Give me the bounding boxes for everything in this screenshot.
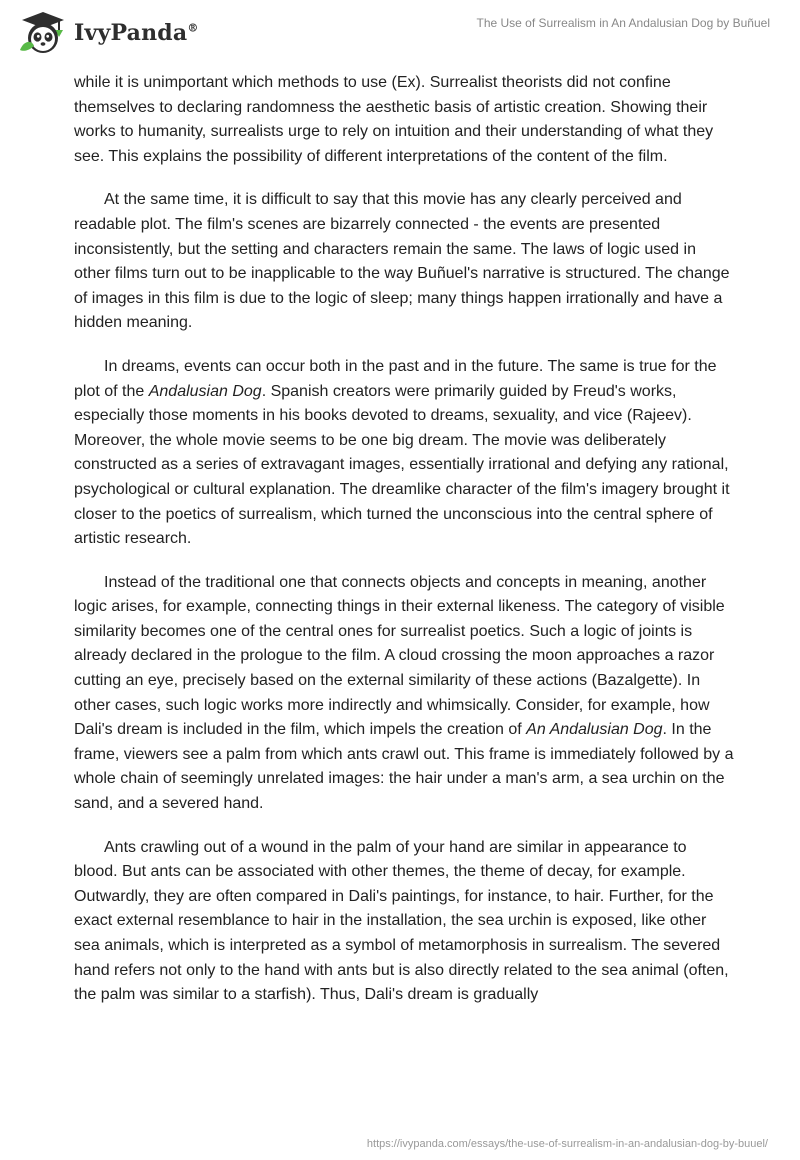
brand-name: IvyPanda® (74, 20, 199, 46)
essay-paragraph (74, 571, 734, 817)
paragraph-text: In dreams, events can occur both in the past and in the future. The same is true for the plot of the (74, 357, 717, 400)
essay-paragraph (74, 355, 734, 552)
essay-paragraph (74, 836, 734, 1008)
page-header (0, 0, 800, 70)
film-title-italic: Andalusian Dog (148, 382, 262, 400)
paragraph-text: . Spanish creators were primarily guided by Freud's works, especially those moments in his books devoted to dreams, sexuality, and vice (Rajeev). Moreover, the whole movie seems to be one big dream. The movie was deliberately constructed as a series of extravagant images, essentially irrational and defying any rational, psychological or cultural explanation. The dreamlike character of the film's imagery brought it closer to the poetics of surrealism, which turned the unconscious into the central sphere of artistic research. (74, 382, 730, 548)
paragraph-text: while it is unimportant which methods to use (Ex). Surrealist theorists did not confine themselves to declaring randomness the aesthetic basis of artistic creation. Showing their works to humanity, surrealists urge to rely on intuition and their understanding of what they see. This explains the possibility of different interpretations of the content of the film. (74, 74, 714, 165)
ivypanda-logo[interactable] (18, 10, 199, 56)
essay-paragraph (74, 188, 734, 336)
essay-paragraph (74, 71, 734, 169)
document-title: The Use of Surrealism in An Andalusian Dog by Buñuel (476, 16, 770, 30)
essay-body (74, 71, 734, 1027)
source-url[interactable]: https://ivypanda.com/essays/the-use-of-surrealism-in-an-andalusian-dog-by-buuel/ (366, 1138, 768, 1150)
paragraph-text: . In the frame, viewers see a palm from which ants crawl out. This frame is immediately followed by a whole chain of seemingly unrelated images: the hair under a man's arm, a sea urchin on the sand, and a severed hand. (74, 721, 734, 813)
paragraph-text: At the same time, it is difficult to say that this movie has any clearly perceived and readable plot. The film's scenes are bizarrely connected - the events are presented inconsistently, but the setting and characters remain the same. The laws of logic used in other films turn out to be inapplicable to the way Buñuel's narrative is structured. The change of images in this film is due to the logic of sleep; many things happen irrationally and have a hidden meaning. (74, 191, 730, 332)
panda-graduate-icon (18, 10, 68, 56)
paragraph-text: Ants crawling out of a wound in the palm of your hand are similar in appearance to blood. But ants can be associated with other themes, the theme of decay, for example. Outwardly, they are often compared in Dali's paintings, for instance, to hair. Further, for the exact external resemblance to hair in the installation, the sea urchin is exposed, like other sea animals, which is interpreted as a symbol of metamorphosis in surrealism. The severed hand refers not only to the hand with ants but is also directly related to the sea animal (often, the palm was similar to a starfish). Thus, Dali's dream is gradually (74, 838, 729, 1004)
film-title-italic: An Andalusian Dog (526, 721, 663, 739)
paragraph-text: Instead of the traditional one that connects objects and concepts in meaning, another logic arises, for example, connecting things in their external likeness. The category of visible similarity becomes one of the central ones for surrealist poetics. Such a logic of joints is already declared in the prologue to the film. A cloud crossing the moon approaches a razor cutting an eye, precisely based on the external similarity of these actions (Bazalgette). In other cases, such logic works more indirectly and whimsically. Consider, for example, how Dali's dream is included in the film, which impels the creation of (74, 573, 725, 739)
